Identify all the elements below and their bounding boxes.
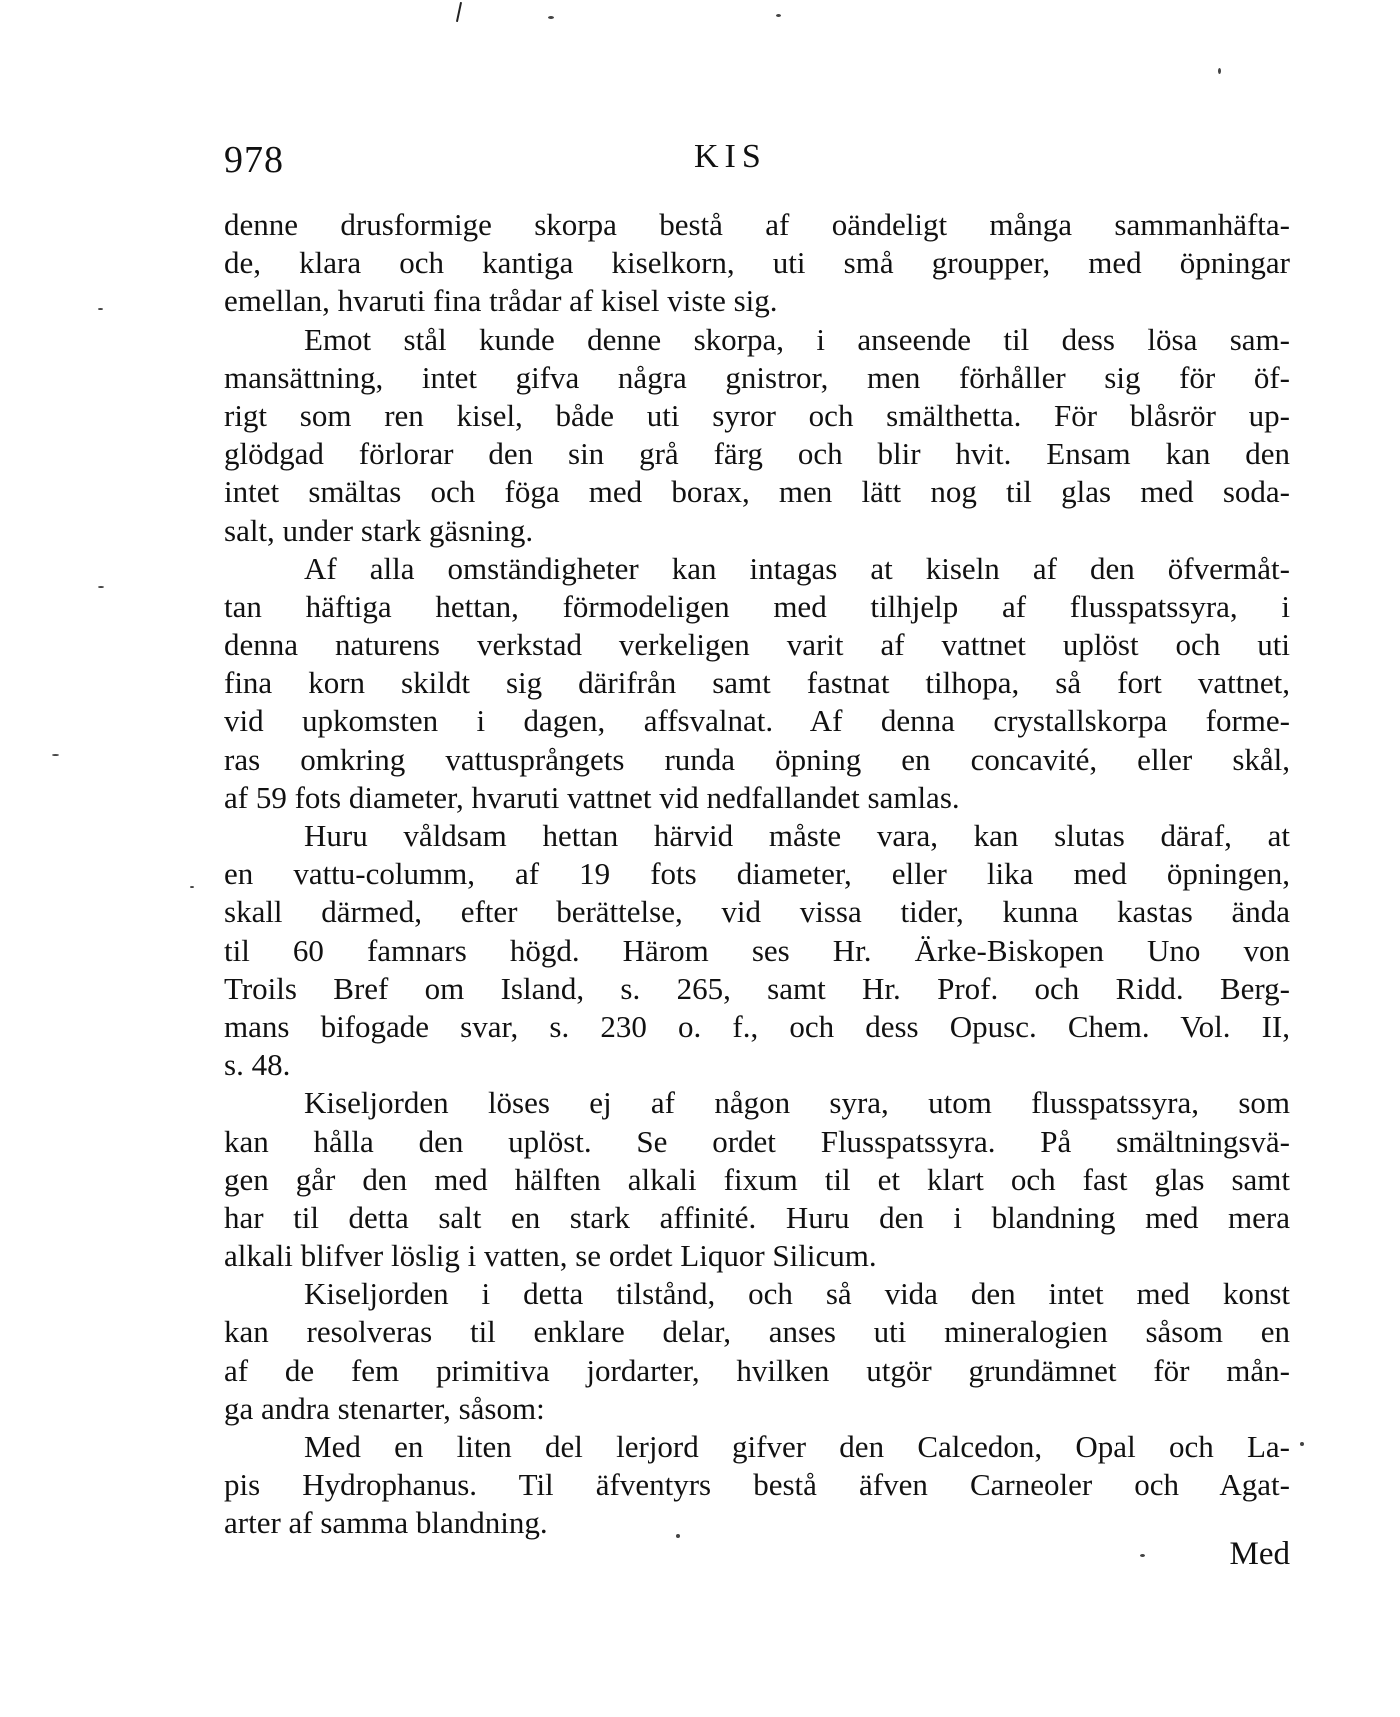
scan-speck [1300, 1442, 1304, 1446]
scan-speck [52, 754, 59, 756]
scan-speck [548, 16, 554, 19]
text-line: Kiseljorden löses ej af någon syra, utom flusspatssyra, som [304, 1085, 1290, 1121]
text-line: mansättning, intet gifva några gnistror, men förhåller sig för öf- [224, 359, 1290, 395]
scan-speck [1218, 68, 1221, 74]
text-line: en vattu-columm, af 19 fots diameter, eller lika med öpningen, [224, 856, 1290, 892]
scan-speck [190, 886, 194, 888]
text-line: ras omkring vattusprångets runda öpning en concavité, eller skål, [224, 741, 1290, 777]
text-line: Med en liten del lerjord gifver den Calcedon, Opal och La- [304, 1429, 1290, 1464]
catchword: Med [1229, 1536, 1290, 1572]
scan-speck [676, 1534, 680, 1538]
text-line: denne drusformige skorpa bestå af oändeligt många sammanhäfta- [224, 207, 1290, 242]
text-line: Troils Bref om Island, s. 265, samt Hr. Prof. och Ridd. Berg- [224, 970, 1290, 1006]
text-line: tan häftiga hettan, förmodeligen med tilhjelp af flusspatssyra, i [224, 588, 1290, 624]
text-line: arter af samma blandning. [224, 1505, 548, 1541]
text-line: emellan, hvaruti fina trådar af kisel viste sig. [224, 283, 778, 319]
text-line: skall därmed, efter berättelse, vid vissa tider, kunna kastas ända [224, 894, 1290, 930]
text-line: af de fem primitiva jordarter, hvilken utgör grundämnet för mån- [224, 1352, 1290, 1388]
text-line: kan resolveras til enklare delar, anses uti mineralogien såsom en [224, 1314, 1290, 1350]
text-line: denna naturens verkstad verkeligen varit af vattnet uplöst och uti [224, 627, 1290, 663]
text-line: de, klara och kantiga kiselkorn, uti små groupper, med öpningar [224, 245, 1290, 281]
text-line: vid upkomsten i dagen, affsvalnat. Af denna crystallskorpa forme- [224, 703, 1290, 739]
scan-speck [98, 308, 103, 310]
text-line: ga andra stenarter, såsom: [224, 1390, 545, 1426]
text-line: til 60 famnars högd. Härom ses Hr. Ärke-Biskopen Uno von [224, 932, 1290, 968]
text-line: alkali blifver löslig i vatten, se ordet Liquor Silicum. [224, 1238, 877, 1274]
text-line: kan hålla den uplöst. Se ordet Flusspatssyra. På smältningsvä- [224, 1123, 1290, 1159]
text-line: mans bifogade svar, s. 230 o. f., och dess Opusc. Chem. Vol. II, [224, 1008, 1290, 1044]
text-line: s. 48. [224, 1047, 291, 1083]
text-line: salt, under stark gäsning. [224, 512, 534, 548]
text-line: af 59 fots diameter, hvaruti vattnet vid nedfallandet samlas. [224, 779, 960, 815]
page-number: 978 [224, 139, 284, 181]
page-header [224, 138, 1280, 182]
text-line: har til detta salt en stark affinité. Huru den i blandning med mera [224, 1199, 1290, 1235]
text-line: Af alla omständigheter kan intagas at kiseln af den öfvermåt- [304, 550, 1290, 586]
scan-mark [456, 2, 462, 22]
text-line: glödgad förlorar den sin grå färg och blir hvit. Ensam kan den [224, 436, 1290, 472]
text-line: fina korn skildt sig därifrån samt fastnat tilhopa, så fort vattnet, [224, 665, 1290, 701]
body-text [224, 206, 1290, 1543]
text-line: Emot stål kunde denne skorpa, i anseende til dess lösa sam- [304, 321, 1290, 357]
text-line: gen går den med hälften alkali fixum til et klart och fast glas samt [224, 1161, 1290, 1197]
text-line: Huru våldsam hettan härvid måste vara, kan slutas däraf, at [304, 818, 1290, 853]
text-line: Kiseljorden i detta tilstånd, och så vida den intet med konst [304, 1276, 1290, 1312]
scan-speck [98, 586, 104, 588]
text-line: rigt som ren kisel, både uti syror och smälthetta. För blåsrör up- [224, 397, 1290, 433]
scan-speck [1140, 1554, 1145, 1557]
text-line: intet smältas och föga med borax, men lätt nog til glas med soda- [224, 474, 1290, 510]
running-head: KIS [694, 138, 767, 175]
text-line: pis Hydrophanus. Til äfventyrs bestå äfven Carneoler och Agat- [224, 1467, 1290, 1503]
scan-speck [776, 14, 781, 17]
